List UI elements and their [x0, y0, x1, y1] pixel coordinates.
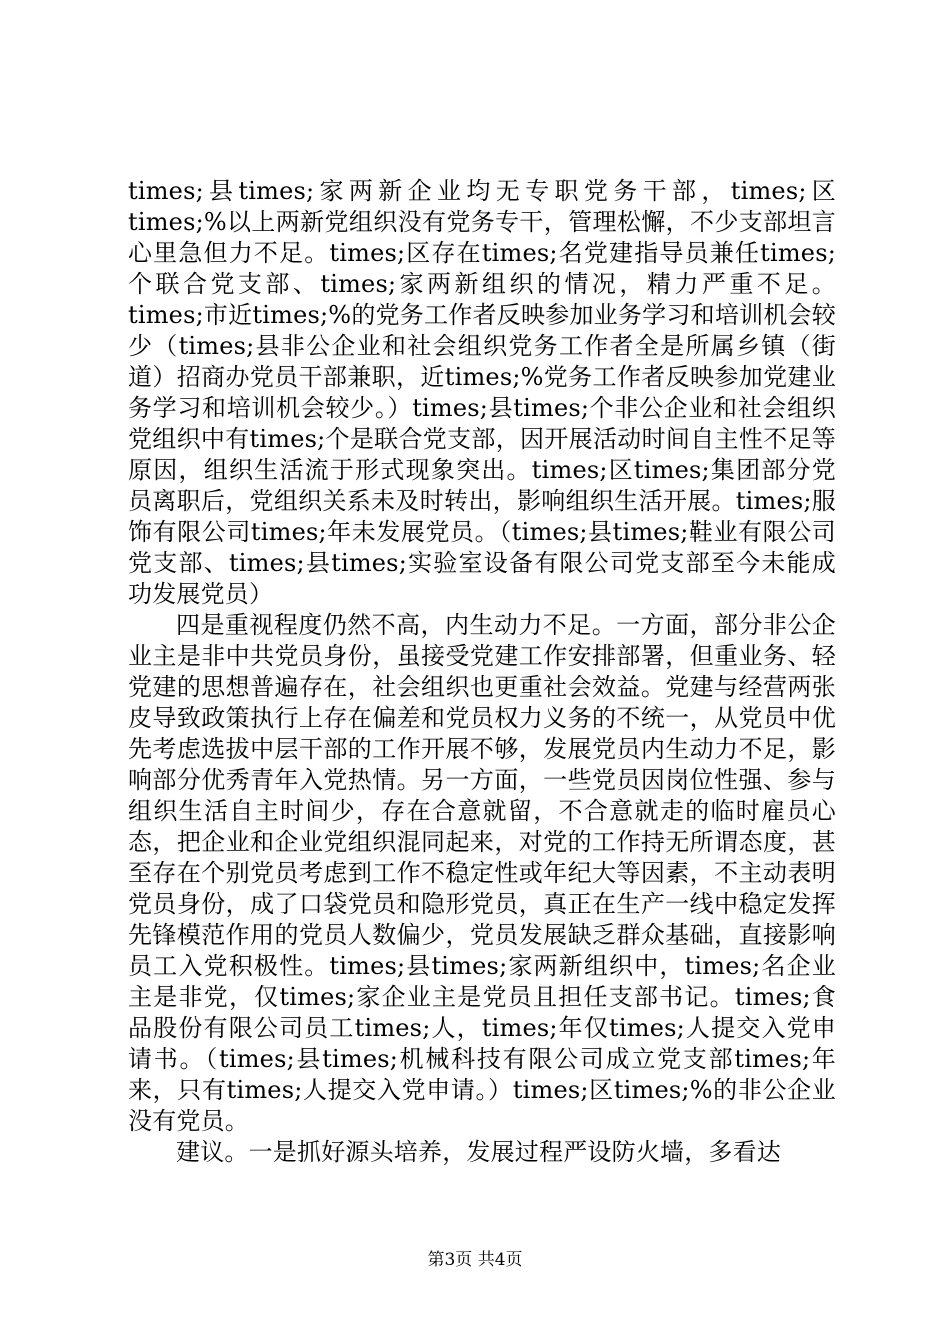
paragraph-3: 建议。一是抓好源头培养，发展过程严设防火墙，多看达 [176, 1138, 781, 1166]
page-number: 第3页 共4页 [427, 1250, 523, 1270]
paragraph-2: 四是重视程度仍然不高，内生动力不足。一方面，部分非公企业主是非中共党员身份，虽接受党建工作安排部署，但重业务、轻党建的思想普遍存在，社会组织也更重社会效益。党建与经营两张皮导致政策执行上存在偏差和党员权力义务的不统一，从党员中优先考虑选拔中层干部的工作开展不够，发展党员内生动力不足，影响部分优秀青年入党热情。另一方面，一些党员因岗位性强、参与组织生活自主时间少，存在合意就留，不合意就走的临时雇员心态，把企业和企业党组织混同起来，对党的工作持无所谓态度，甚至存在个别党员考虑到工作不稳定性或年纪大等因素，不主动表明党员身份，成了口袋党员和隐形党员，真正在生产一线中稳定发挥先锋模范作用的党员人数偏少，党员发展缺乏群众基础，直接影响员工入党积极性。times;县times;家两新组织中，times;名企业主是非党，仅times;家企业主是党员且担任支部书记。times;食品股份有限公司员工times;人，times;年仅times;人提交入党申请书。（times;县times;机械科技有限公司成立党支部times;年来，只有times;人提交入党申请。）times;区times;%的非公企业没有党员。 [128, 611, 836, 1135]
paragraph-1: times;县times;家两新企业均无专职党务干部，times;区times;%以上两新党组织没有党务专干，管理松懈，不少支部坦言心里急但力不足。times;区存在times;名党建指导员兼任times;个联合党支部、times;家两新组织的情况，精力严重不足。times;市近times;%的党务工作者反映参加业务学习和培训机会较少（times;县非公企业和社会组织党务工作者全是所属乡镇（街道）招商办党员干部兼职，近times;%党务工作者反映参加党建业务学习和培训机会较少。）times;县times;个非公企业和社会组织党组织中有times;个是联合党支部，因开展活动时间自主性不足等原因，组织生活流于形式现象突出。times;区times;集团部分党员离职后，党组织关系未及时转出，影响组织生活开展。times;服饰有限公司times;年未发展党员。（times;县times;鞋业有限公司党支部、times;县times;实验室设备有限公司党支部至今未能成功发展党员） [128, 177, 836, 608]
document-body [128, 176, 836, 1168]
